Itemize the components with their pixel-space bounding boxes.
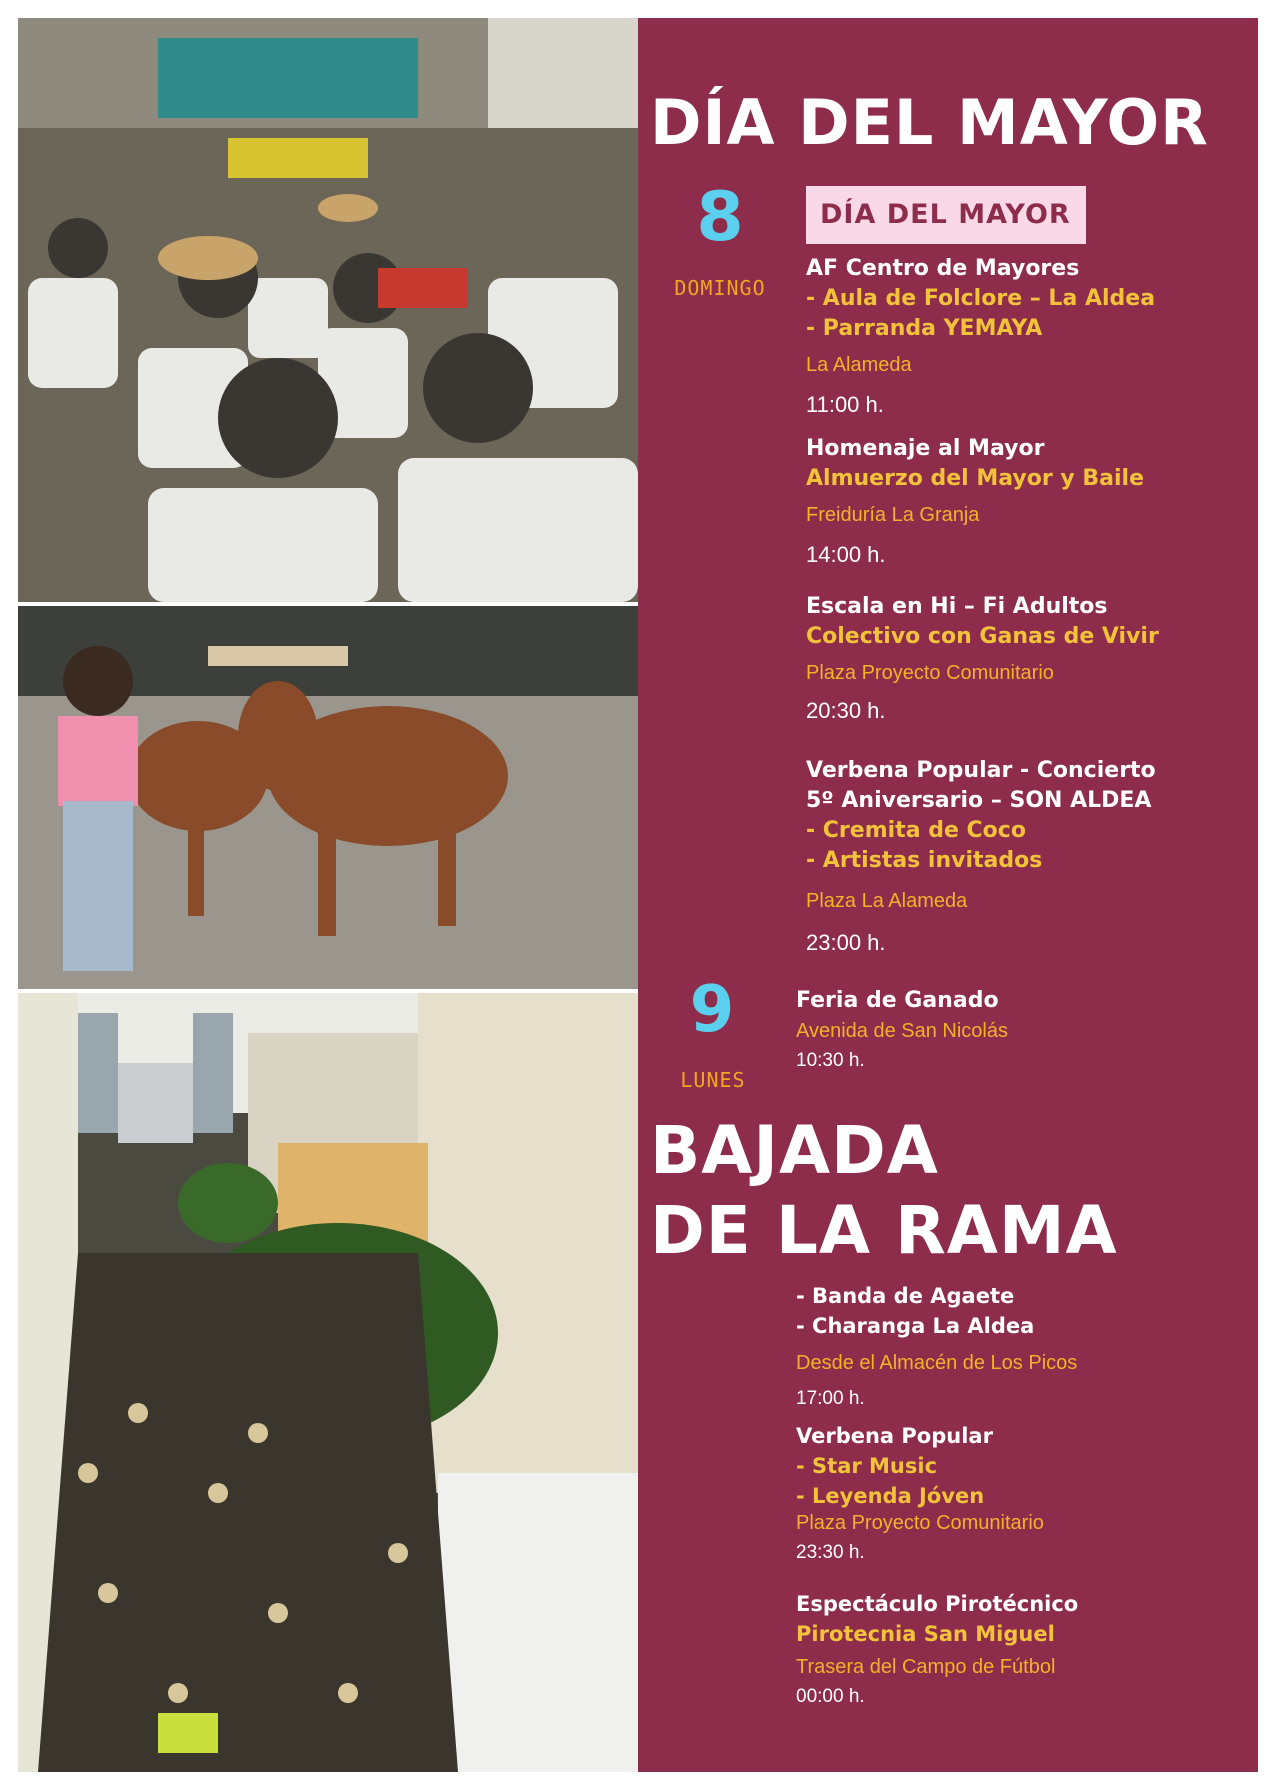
- event-line: - Charanga La Aldea: [796, 1314, 1035, 1338]
- event-time: 23:00 h.: [806, 930, 886, 955]
- event-time: 20:30 h.: [806, 698, 886, 723]
- event-venue: La Alameda: [806, 354, 912, 376]
- event-line: - Parranda YEMAYA: [806, 316, 1043, 341]
- event-title: Verbena Popular: [796, 1424, 993, 1448]
- event-title: AF Centro de Mayores: [806, 256, 1080, 281]
- day-9-number: 9: [689, 973, 735, 1047]
- street-crowd-photo: [18, 993, 638, 1772]
- event-line: - Artistas invitados: [806, 848, 1043, 873]
- event-time: 14:00 h.: [806, 542, 886, 567]
- day-box-label: DÍA DEL MAYOR: [806, 186, 1086, 244]
- event-venue: Freiduría La Granja: [806, 504, 980, 526]
- program-panel: [638, 18, 1258, 1772]
- event-venue: Avenida de San Nicolás: [796, 1020, 1008, 1042]
- event-line: - Cremita de Coco: [806, 818, 1026, 843]
- event-title-2: 5º Aniversario – SON ALDEA: [806, 788, 1152, 813]
- event-venue: Trasera del Campo de Fútbol: [796, 1656, 1056, 1678]
- event-title: Verbena Popular - Concierto: [806, 758, 1156, 783]
- rama-title-line-1: BAJADA: [650, 1112, 939, 1189]
- concert-audience-photo: [18, 18, 638, 602]
- event-venue: Desde el Almacén de Los Picos: [796, 1352, 1078, 1374]
- event-line: - Leyenda Jóven: [796, 1484, 985, 1508]
- event-title: Homenaje al Mayor: [806, 436, 1045, 461]
- oxen-photo: [18, 606, 638, 989]
- event-venue: Plaza La Alameda: [806, 890, 968, 912]
- event-venue: Plaza Proyecto Comunitario: [806, 662, 1054, 684]
- event-time: 00:00 h.: [796, 1686, 865, 1707]
- event-line: Almuerzo del Mayor y Baile: [806, 466, 1145, 491]
- event-time: 10:30 h.: [796, 1050, 865, 1071]
- rama-title-line-2: DE LA RAMA: [650, 1192, 1118, 1269]
- event-line: - Banda de Agaete: [796, 1284, 1015, 1308]
- event-line: - Aula de Folclore – La Aldea: [806, 286, 1156, 311]
- event-line: Colectivo con Ganas de Vivir: [806, 624, 1159, 649]
- event-time: 23:30 h.: [796, 1542, 865, 1563]
- event-title: Feria de Ganado: [796, 988, 999, 1013]
- photo-column: [18, 18, 638, 1772]
- main-title: DÍA DEL MAYOR: [650, 86, 1209, 159]
- day-8-number: 8: [696, 178, 744, 257]
- event-line: Pirotecnia San Miguel: [796, 1622, 1055, 1646]
- event-title: Espectáculo Pirotécnico: [796, 1592, 1079, 1616]
- event-time: 11:00 h.: [806, 392, 884, 417]
- event-title: Escala en Hi – Fi Adultos: [806, 594, 1108, 619]
- day-9-weekday: LUNES: [680, 1068, 746, 1092]
- event-line: - Star Music: [796, 1454, 938, 1478]
- day-8-weekday: DOMINGO: [674, 276, 766, 300]
- event-time: 17:00 h.: [796, 1388, 865, 1409]
- event-venue: Plaza Proyecto Comunitario: [796, 1512, 1044, 1534]
